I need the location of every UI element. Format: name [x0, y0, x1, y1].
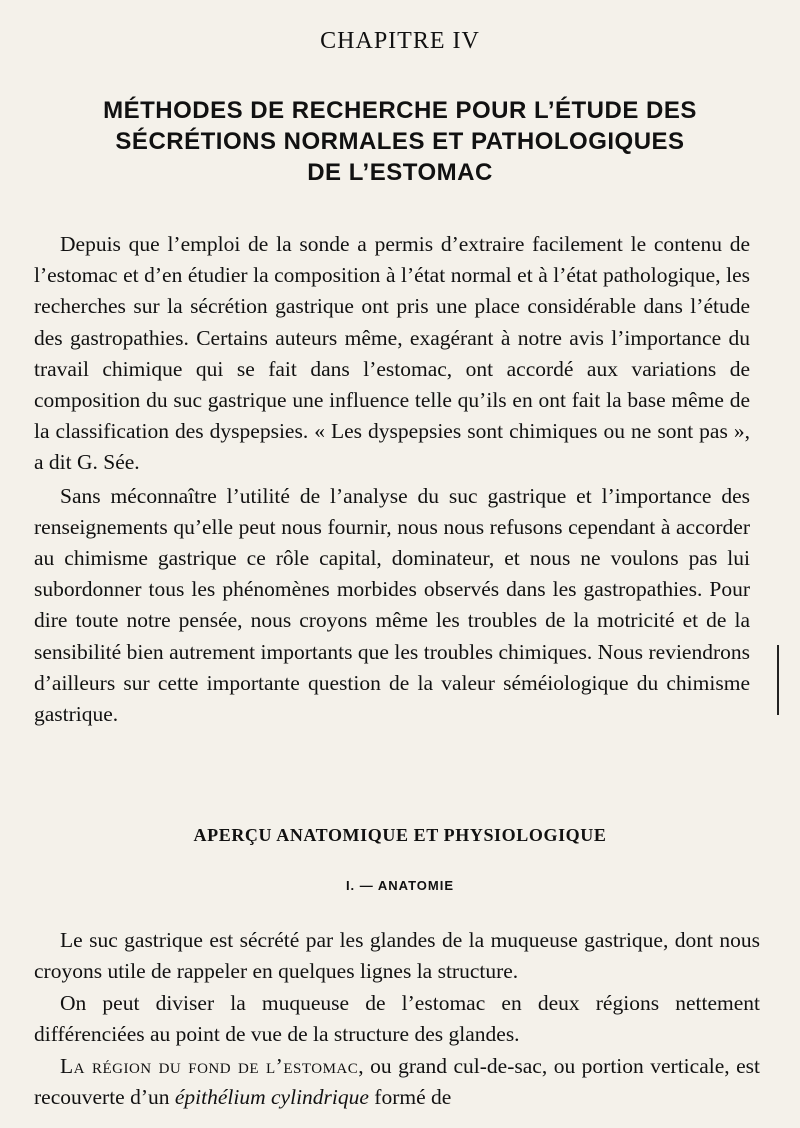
paragraph-3: Le suc gastrique est sécrété par les glandes de la muqueuse gastrique, dont nous croyons utile de rappeler en quelques lignes la structure. — [34, 928, 760, 984]
paragraph-5 — [34, 1051, 760, 1114]
title-line-2: SÉCRÉTIONS NORMALES ET PATHOLOGIQUES — [115, 128, 685, 155]
chapter-number: CHAPITRE IV — [320, 28, 480, 54]
paragraph-5-text: , ou grand cul-de-sac, ou portion verticale, est recouverte d’un — [34, 1053, 760, 1110]
chapter-title — [20, 95, 780, 188]
title-line-1: MÉTHODES DE RECHERCHE POUR L’ÉTUDE DES — [103, 97, 697, 124]
sub-heading: I. — ANATOMIE — [345, 878, 455, 893]
epithelium-term: épithélium cylindrique — [174, 1085, 369, 1110]
region-term: La région du fond de l’estomac — [60, 1053, 359, 1078]
section-heading: APERÇU ANATOMIQUE ET PHYSIOLOGIQUE — [193, 825, 607, 845]
paragraph-4: On peut diviser la muqueuse de l’estomac en deux régions nettement différenciées au point de vue de la structure des glandes. — [34, 990, 760, 1047]
paragraph-1: Depuis que l’emploi de la sonde a permis d’extraire facilement le contenu de l’estomac et d’en étudier la composition à l’état normal et à l’état pathologique, les recherches sur la sécrétion gastrique ont pris une place considérable dans l’étude des gastropathies. Certains auteurs même, exagérant à notre avis l’importance du travail chimique qui se fait dans l’estomac, ont accordé aux variations de composition du suc gastrique une influence telle qu’ils en ont fait la base même de la classification des dyspepsies. « Les dyspepsies sont chimiques ou ne sont pas », a dit G. Sée. — [34, 232, 750, 475]
anatomy-text — [34, 925, 760, 1113]
title-line-3: DE L’ESTOMAC — [307, 159, 493, 186]
intro-text — [34, 229, 750, 730]
paragraph-5-end: formé de — [368, 1085, 452, 1110]
margin-mark — [777, 645, 779, 715]
paragraph-2: Sans méconnaître l’utilité de l’analyse du suc gastrique et l’importance des renseignements qu’elle peut nous fournir, nous nous refusons cependant à accorder au chimisme gastrique ce rôle capital, dominateur, et nous ne voulons pas lui subordonner tous les phénomènes morbides observés dans les gastropathies. Pour dire toute notre pensée, nous croyons même les troubles de la motricité et de la sensibilité bien autrement importants que les troubles chimiques. Nous reviendrons d’ailleurs sur cette importante question de la valeur séméiologique du chimisme gastrique. — [34, 483, 750, 727]
